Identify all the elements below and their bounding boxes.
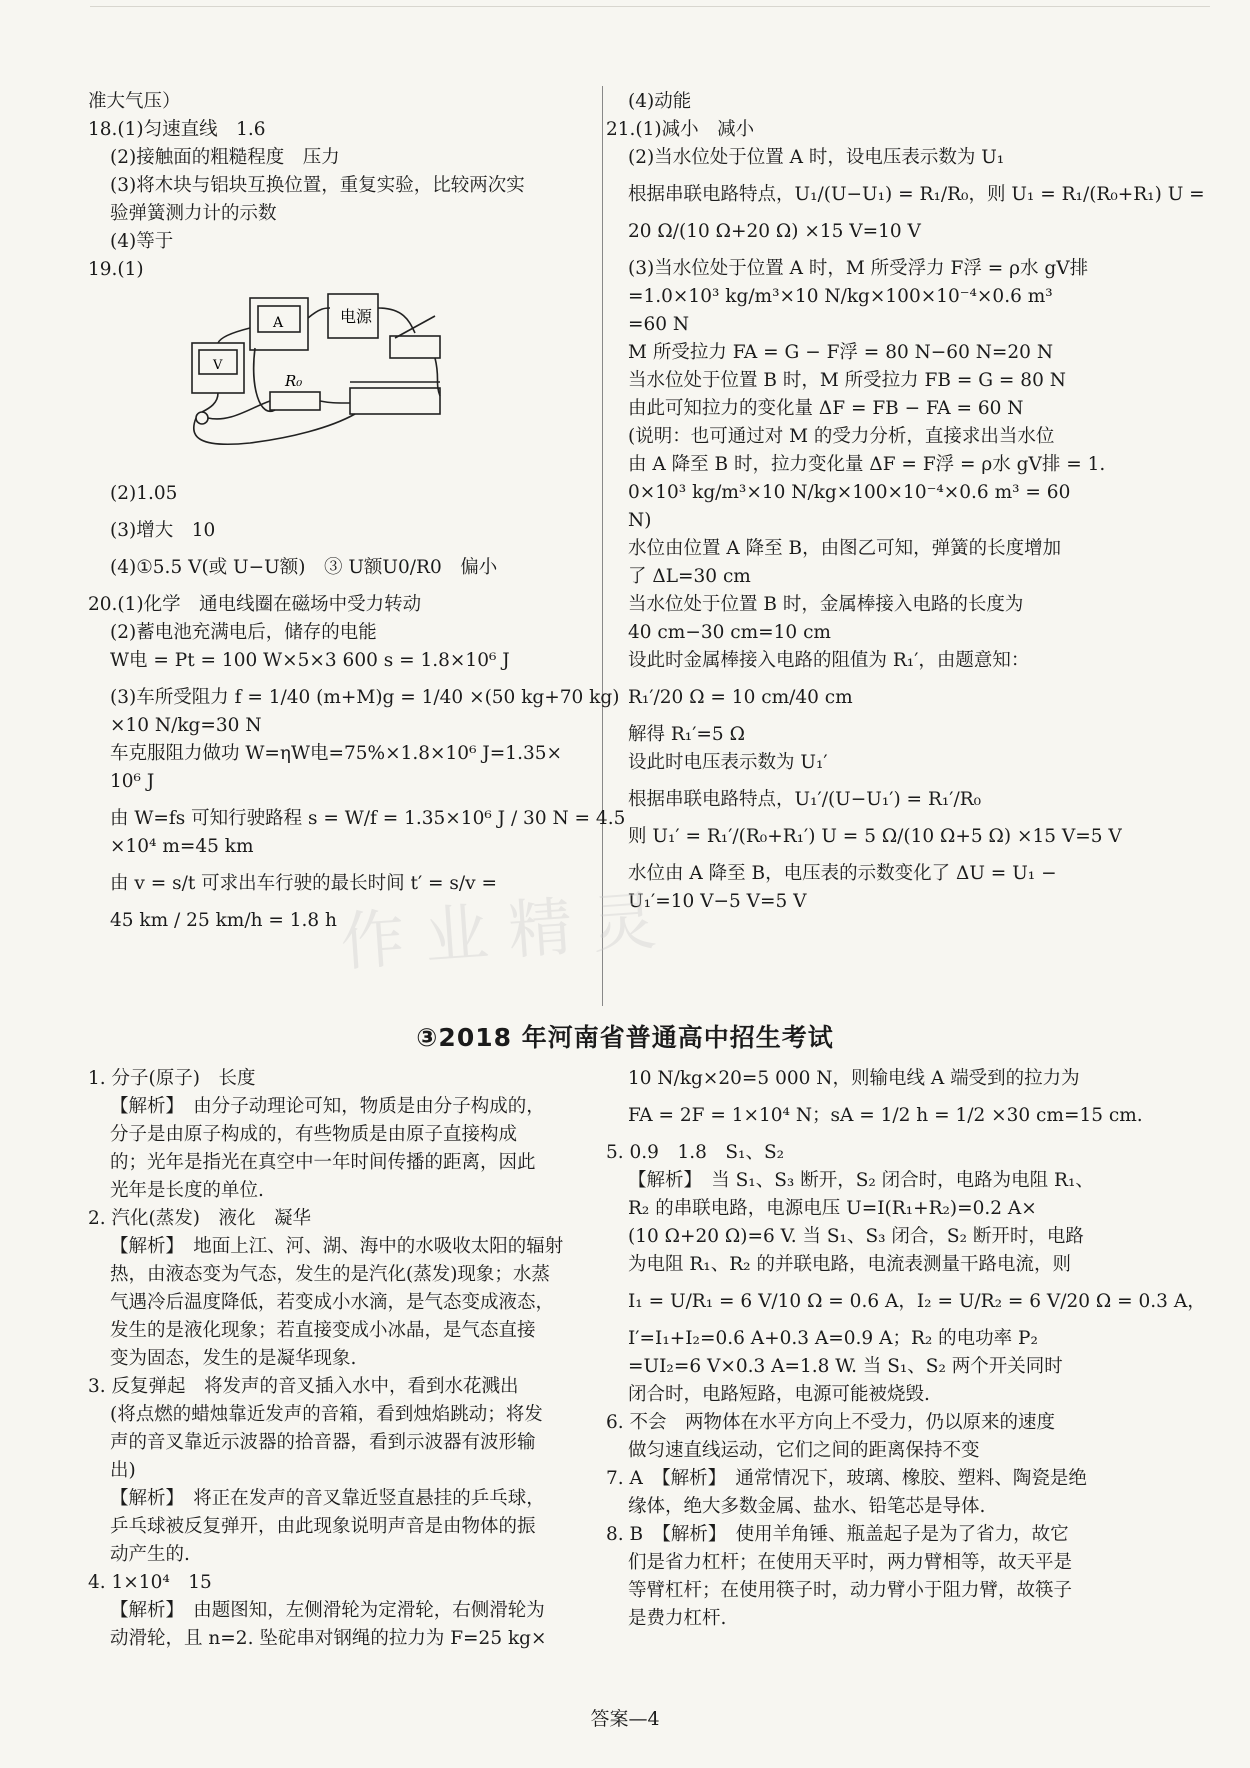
text-line: 当水位处于位置 B 时，M 所受拉力 FB = G = 80 N <box>628 370 1066 391</box>
text-line: (2)蓄电池充满电后，储存的电能 <box>110 622 377 643</box>
text-line: 们是省力杠杆；在使用天平时，两力臂相等，故天平是 <box>628 1552 1073 1573</box>
rheostat <box>350 388 440 414</box>
text-line: 验弹簧测力计的示数 <box>110 203 277 224</box>
text-line: 了 ΔL=30 cm <box>628 566 751 587</box>
text-line: 变为固态，发生的是凝华现象. <box>110 1348 357 1369</box>
circuit-diagram <box>190 288 520 498</box>
text-line: 由此可知拉力的变化量 ΔF = FB − FA = 60 N <box>628 398 1024 419</box>
text-line: (3)当水位处于位置 A 时，M 所受浮力 F浮 = ρ水 gV排 <box>628 258 1089 279</box>
text-line: (4)①5.5 V(或 U−U额) ③ U额U0/R0 偏小 <box>110 557 498 578</box>
q2-line: 2. 汽化(蒸发) 液化 凝华 <box>88 1208 311 1229</box>
text-line: 声的音叉靠近示波器的拾音器，看到示波器有波形输 <box>110 1432 536 1453</box>
analysis-line: 【解析】 由分子动理论可知，物质是由分子构成的， <box>110 1096 545 1117</box>
analysis-line: 【解析】 将正在发声的音叉靠近竖直悬挂的乒乓球， <box>110 1488 545 1509</box>
text-line: 做匀速直线运动，它们之间的距离保持不变 <box>628 1440 980 1461</box>
text-line: 45 km / 25 km/h = 1.8 h <box>110 910 337 931</box>
text-line: 则 U₁′ = R₁′/(R₀+R₁′) U = 5 Ω/(10 Ω+5 Ω) ×15 V=5 V <box>628 826 1122 847</box>
text-line: I′=I₁+I₂=0.6 A+0.3 A=0.9 A；R₂ 的电功率 P₂ <box>628 1328 1038 1349</box>
watermark: 作业精灵 <box>338 883 679 981</box>
q21-line: 21.(1)减小 减小 <box>606 119 755 140</box>
text-line: 设此时金属棒接入电路的阻值为 R₁′，由题意知： <box>628 650 1030 671</box>
text-line: (2)1.05 <box>110 483 178 504</box>
text-line: 光年是长度的单位. <box>110 1180 264 1201</box>
left-column-bottom <box>88 1065 600 1653</box>
text-line: (3)将木块与铝块互换位置，重复实验，比较两次实 <box>110 175 525 196</box>
text-line: (3)增大 10 <box>110 520 216 541</box>
text-line: I₁ = U/R₁ = 6 V/10 Ω = 0.6 A，I₂ = U/R₂ = 6 V/20 Ω = 0.3 A， <box>628 1291 1206 1312</box>
text-line: 动滑轮，且 n=2. 坠砣串对钢绳的拉力为 F=25 kg× <box>110 1628 547 1649</box>
q5-line: 5. 0.9 1.8 S₁、S₂ <box>606 1142 785 1163</box>
text-line: (2)当水位处于位置 A 时，设电压表示数为 U₁ <box>628 147 1005 168</box>
text-line: (2)接触面的粗糙程度 压力 <box>110 147 340 168</box>
right-column-bottom <box>606 1065 1206 1633</box>
text-line: 10 N/kg×20=5 000 N，则输电线 A 端受到的拉力为 <box>628 1068 1080 1089</box>
q8-line: 8. B 【解析】 使用羊角锤、瓶盖起子是为了省力，故它 <box>606 1524 1069 1545</box>
q6-line: 6. 不会 两物体在水平方向上不受力，仍以原来的速度 <box>606 1412 1056 1433</box>
text-line: 发生的是液化现象；若直接变成小冰晶，是气态直接 <box>110 1320 536 1341</box>
text-line: 缘体，绝大多数金属、盐水、铅笔芯是导体. <box>628 1496 986 1517</box>
text-line: W电 = Pt = 100 W×5×3 600 s = 1.8×10⁶ J <box>110 650 510 671</box>
power-label: 电源 <box>340 307 373 326</box>
switch <box>390 336 440 358</box>
left-column-top <box>88 88 626 935</box>
q1-line: 1. 分子(原子) 长度 <box>88 1068 256 1089</box>
analysis-line: 【解析】 由题图知，左侧滑轮为定滑轮，右侧滑轮为 <box>110 1600 545 1621</box>
text-line: R₁′/20 Ω = 10 cm/40 cm <box>628 687 853 708</box>
text-line: FA = 2F = 1×10⁴ N；sA = 1/2 h = 1/2 ×30 cm=15 cm. <box>628 1105 1143 1126</box>
text-line: 等臂杠杆；在使用筷子时，动力臂小于阻力臂，故筷子 <box>628 1580 1073 1601</box>
text-line: 气遇冷后温度降低，若变成小水滴，是气态变成液态， <box>110 1292 555 1313</box>
text-line: 20 Ω/(10 Ω+20 Ω) ×15 V=10 V <box>628 221 921 242</box>
q3-line: 3. 反复弹起 将发声的音叉插入水中，看到水花溅出 <box>88 1376 519 1397</box>
text-line: (将点燃的蜡烛靠近发声的音箱，看到烛焰跳动；将发 <box>110 1404 543 1425</box>
text-line: 车克服阻力做功 W=ηW电=75%×1.8×10⁶ J=1.35× <box>110 743 562 764</box>
text-line: ×10⁴ m=45 km <box>110 836 254 857</box>
resistor-r0 <box>270 392 320 410</box>
text-line: 水位由 A 降至 B，电压表的示数变化了 ΔU = U₁ − <box>628 863 1057 884</box>
text-line: 根据串联电路特点，U₁/(U−U₁) = R₁/R₀，则 U₁ = R₁/(R₀+R₁) U = <box>628 184 1205 205</box>
q4-line: 4. 1×10⁴ 15 <box>88 1572 212 1593</box>
text-line: 动产生的. <box>110 1544 190 1565</box>
text-line: (4)等于 <box>110 231 174 252</box>
text-line: =UI₂=6 V×0.3 A=1.8 W. 当 S₁、S₂ 两个开关同时 <box>628 1356 1063 1377</box>
text-line: 由 W=fs 可知行驶路程 s = W/f = 1.35×10⁶ J / 30 N = 4.5 <box>110 808 626 829</box>
text-line: (10 Ω+20 Ω)=6 V. 当 S₁、S₃ 闭合，S₂ 断开时，电路 <box>628 1226 1084 1247</box>
q18-line: 18.(1)匀速直线 1.6 <box>88 119 266 140</box>
page-number: 答案—4 <box>590 1708 660 1730</box>
analysis-line: 【解析】 地面上江、河、湖、海中的水吸收太阳的辐射 <box>110 1236 564 1257</box>
text-line: 40 cm−30 cm=10 cm <box>628 622 831 643</box>
column-divider <box>602 86 603 1006</box>
text-line: 由 v = s/t 可求出车行驶的最长时间 t′ = s/v = <box>110 873 497 894</box>
text-line: 解得 R₁′=5 Ω <box>628 724 745 745</box>
text-line: ×10 N/kg=30 N <box>110 715 262 736</box>
q19-line: 19.(1) <box>88 259 144 280</box>
text-line: 分子是由原子构成的，有些物质是由原子直接构成 <box>110 1124 518 1145</box>
text-line: (说明：也可通过对 M 的受力分析，直接求出当水位 <box>628 426 1055 447</box>
text-line: 0×10³ kg/m³×10 N/kg×100×10⁻⁴×0.6 m³ = 60 <box>628 482 1071 503</box>
q7-line: 7. A 【解析】 通常情况下，玻璃、橡胶、塑料、陶瓷是绝 <box>606 1468 1087 1489</box>
text-line: =60 N <box>628 314 690 335</box>
resistor-label: R₀ <box>285 372 303 390</box>
voltmeter-label: V <box>213 358 223 373</box>
q20-line: 20.(1)化学 通电线圈在磁场中受力转动 <box>88 594 422 615</box>
ammeter-label: A <box>273 315 284 331</box>
text-line: =1.0×10³ kg/m³×10 N/kg×100×10⁻⁴×0.6 m³ <box>628 286 1053 307</box>
bulb <box>196 412 208 424</box>
text-line: (4)动能 <box>628 91 692 112</box>
text-line: 闭合时，电路短路，电源可能被烧毁. <box>628 1384 930 1405</box>
text-line: (3)车所受阻力 f = 1/40 (m+M)g = 1/40 ×(50 kg+70 kg) <box>110 687 620 708</box>
text-line: N) <box>628 510 652 531</box>
text-line: 设此时电压表示数为 U₁′ <box>628 752 828 773</box>
analysis-line: 【解析】 当 S₁、S₃ 断开，S₂ 闭合时，电路为电阻 R₁、 <box>628 1170 1094 1191</box>
text-line: 出) <box>110 1460 136 1481</box>
text-line: 是费力杠杆. <box>628 1608 727 1629</box>
text-line: 准大气压） <box>88 91 181 112</box>
section-title: ③2018 年河南省普通高中招生考试 <box>416 1023 834 1052</box>
text-line: 由 A 降至 B 时，拉力变化量 ΔF = F浮 = ρ水 gV排 = 1. <box>628 454 1106 475</box>
text-line: 当水位处于位置 B 时，金属棒接入电路的长度为 <box>628 594 1024 615</box>
text-line: 的；光年是指光在真空中一年时间传播的距离，因此 <box>110 1152 536 1173</box>
text-line: U₁′=10 V−5 V=5 V <box>628 891 807 912</box>
text-line: R₂ 的串联电路，电源电压 U=I(R₁+R₂)=0.2 A× <box>628 1198 1037 1219</box>
top-rule <box>90 6 1210 7</box>
text-line: 根据串联电路特点，U₁′/(U−U₁′) = R₁′/R₀ <box>628 789 982 810</box>
text-line: 乒乓球被反复弹开，由此现象说明声音是由物体的振 <box>110 1516 536 1537</box>
text-line: M 所受拉力 FA = G − F浮 = 80 N−60 N=20 N <box>628 342 1054 363</box>
text-line: 热，由液态变为气态，发生的是汽化(蒸发)现象；水蒸 <box>110 1264 550 1285</box>
text-line: 10⁶ J <box>110 771 155 792</box>
right-column-top <box>606 88 1205 916</box>
text-line: 为电阻 R₁、R₂ 的并联电路，电流表测量干路电流，则 <box>628 1254 1071 1275</box>
text-line: 水位由位置 A 降至 B，由图乙可知，弹簧的长度增加 <box>628 538 1062 559</box>
